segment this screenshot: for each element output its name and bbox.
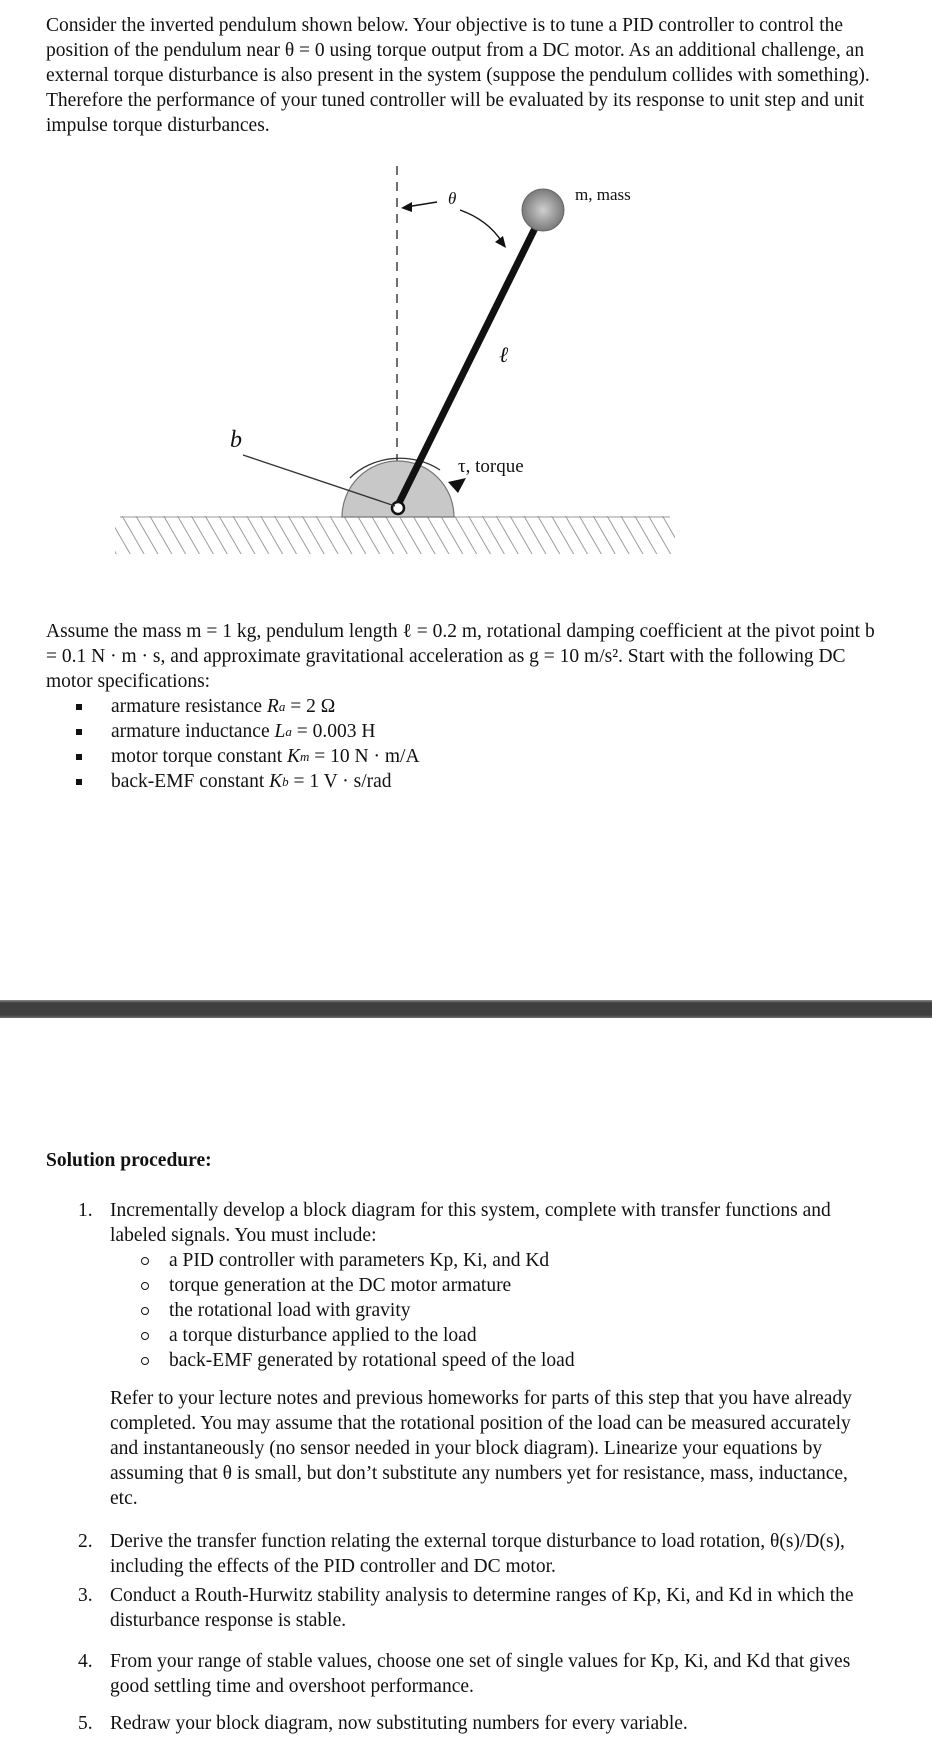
circle-bullet-icon <box>141 1282 149 1290</box>
spec-name: back-EMF constant <box>111 771 265 792</box>
step-number: 4. <box>78 1651 93 1672</box>
motor-spec-list <box>76 694 420 794</box>
pivot-pin <box>392 502 404 514</box>
spec-value: = 1 V · s/rad <box>293 771 392 792</box>
spec-name: armature inductance <box>111 721 270 742</box>
ground-hatch <box>115 516 675 554</box>
spec-value: = 10 N · m/A <box>314 746 420 767</box>
assume-paragraph: Assume the mass m = 1 kg, pendulum length ℓ = 0.2 m, rotational damping coefficient at the pivot point b = 0.1 N · m · s, and approximate gravitational acceleration as g = 10 m/s². Start with the following DC motor specifications: <box>46 621 875 692</box>
list-item: a torque disturbance applied to the load <box>141 1323 575 1348</box>
list-item: back-EMF constant K b = 1 V · s/rad <box>76 769 420 794</box>
spec-value: = 2 Ω <box>290 696 336 717</box>
pendulum-diagram <box>110 160 690 580</box>
step-text: Redraw your block diagram, now substituting numbers for every variable. <box>110 1713 688 1734</box>
spec-name: armature resistance <box>111 696 263 717</box>
list-item: armature resistance R a = 2 Ω <box>76 694 420 719</box>
theta-arrowhead-left <box>401 202 412 212</box>
theta-label: θ <box>448 189 457 208</box>
step-number: 5. <box>78 1713 93 1734</box>
list-item: a PID controller with parameters Kp, Ki, and Kd <box>141 1248 575 1273</box>
theta-arrowhead-right <box>495 236 506 248</box>
step-text: Derive the transfer function relating the external torque disturbance to load rotation, θ(s)/D(s), including the effects of the PID controller and DC motor. <box>110 1531 845 1577</box>
square-bullet-icon <box>76 779 82 785</box>
circle-bullet-icon <box>141 1257 149 1265</box>
list-item: motor torque constant K m = 10 N · m/A <box>76 744 420 769</box>
list-item: armature inductance L a = 0.003 H <box>76 719 420 744</box>
step-number: 2. <box>78 1531 93 1552</box>
step-number: 1. <box>78 1200 93 1221</box>
step-number: 3. <box>78 1585 93 1606</box>
step-text: Incrementally develop a block diagram for this system, complete with transfer functions and labeled signals. You must include: <box>110 1200 831 1246</box>
intro-paragraph: Consider the inverted pendulum shown below. Your objective is to tune a PID controller to control the position of the pendulum near θ = 0 using torque output from a DC motor. As an additional challenge, an external torque disturbance is also present in the system (suppose the pendulum collides with something). Therefore the performance of your tuned controller will be evaluated by its response to unit step and unit impulse torque disturbances. <box>46 15 870 136</box>
length-label: ℓ <box>499 342 509 367</box>
solution-heading: Solution procedure: <box>46 1150 212 1171</box>
mass-ball <box>522 189 564 231</box>
circle-bullet-icon <box>141 1307 149 1315</box>
step-1-bullets <box>141 1248 575 1373</box>
spec-value: = 0.003 H <box>296 721 376 742</box>
circle-bullet-icon <box>141 1357 149 1365</box>
list-item: torque generation at the DC motor armature <box>141 1273 575 1298</box>
torque-label: τ, torque <box>458 456 524 477</box>
list-item: back-EMF generated by rotational speed of the load <box>141 1348 575 1373</box>
step-text: From your range of stable values, choose one set of single values for Kp, Ki, and Kd that gives good settling time and overshoot performance. <box>110 1651 851 1697</box>
mass-label: m, mass <box>575 185 631 204</box>
page-divider <box>0 1000 932 1018</box>
step-text: Conduct a Routh-Hurwitz stability analysis to determine ranges of Kp, Ki, and Kd in which the disturbance response is stable. <box>110 1585 854 1631</box>
spec-name: motor torque constant <box>111 746 283 767</box>
damping-label: b <box>230 427 242 453</box>
torque-arrowhead <box>448 478 466 493</box>
square-bullet-icon <box>76 754 82 760</box>
square-bullet-icon <box>76 729 82 735</box>
list-item: the rotational load with gravity <box>141 1298 575 1323</box>
theta-arrow-right <box>460 210 502 242</box>
square-bullet-icon <box>76 704 82 710</box>
circle-bullet-icon <box>141 1332 149 1340</box>
